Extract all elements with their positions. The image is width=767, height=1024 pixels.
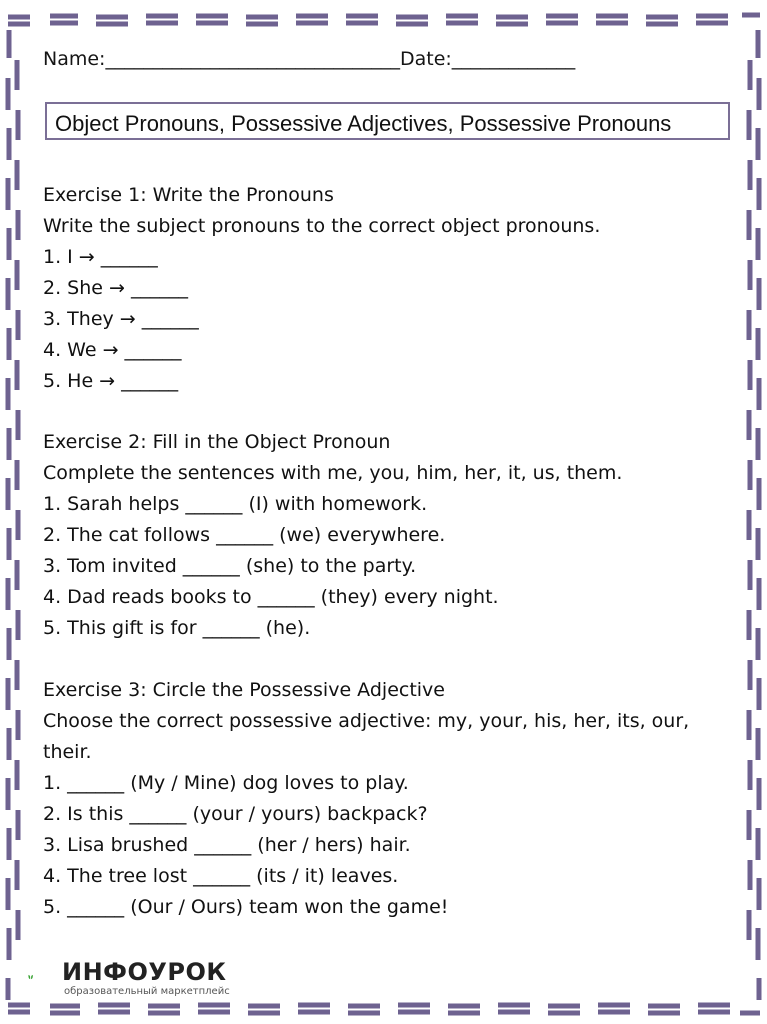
exercise-item: 2. She → ______ — [43, 277, 188, 299]
worksheet-title: Object Pronouns, Possessive Adjectives, Possessive Pronouns — [55, 111, 672, 136]
name-field: Name:_______________________________ — [43, 48, 400, 70]
exercise-item: 3. Lisa brushed ______ (her / hers) hair. — [43, 834, 411, 856]
exercise-item: 5. He → ______ — [43, 370, 179, 392]
exercise-heading: Exercise 3: Circle the Possessive Adjective — [43, 679, 445, 701]
exercise-item: 5. ______ (Our / Ours) team won the game! — [43, 896, 449, 918]
date-field: Date:_____________ — [399, 48, 576, 70]
exercise-instruction: Complete the sentences with me, you, him, her, it, us, them. — [43, 462, 623, 484]
exercise-item: 1. Sarah helps ______ (I) with homework. — [43, 493, 428, 515]
exercise-item: 2. The cat follows ______ (we) everywhere. — [43, 524, 446, 546]
exercise-3 — [43, 675, 733, 923]
exercise-item: 2. Is this ______ (your / yours) backpack? — [43, 803, 428, 825]
logo-tagline: образовательный маркетплейс — [64, 986, 230, 997]
exercise-instruction: Write the subject pronouns to the correct object pronouns. — [43, 215, 601, 237]
infourok-leaf-icon — [28, 957, 62, 997]
exercise-1 — [43, 180, 733, 397]
exercise-item: 5. This gift is for ______ (he). — [43, 617, 311, 639]
exercise-2 — [43, 427, 733, 644]
exercise-instruction: Choose the correct possessive adjective: my, your, his, her, its, our, their. — [43, 710, 690, 763]
logo-wordmark: ИНФОУРОК — [62, 958, 227, 986]
exercise-item: 3. They → ______ — [43, 308, 199, 330]
exercise-heading: Exercise 1: Write the Pronouns — [43, 184, 334, 206]
exercise-item: 4. The tree lost ______ (its / it) leaves. — [43, 865, 399, 887]
exercise-item: 4. We → ______ — [43, 339, 182, 361]
exercise-item: 3. Tom invited ______ (she) to the party. — [43, 555, 417, 577]
exercise-heading: Exercise 2: Fill in the Object Pronoun — [43, 431, 391, 453]
exercise-item: 1. ______ (My / Mine) dog loves to play. — [43, 772, 409, 794]
exercise-item: 4. Dad reads books to ______ (they) every night. — [43, 586, 499, 608]
header-row — [43, 42, 733, 76]
exercise-item: 1. I → ______ — [43, 246, 158, 268]
